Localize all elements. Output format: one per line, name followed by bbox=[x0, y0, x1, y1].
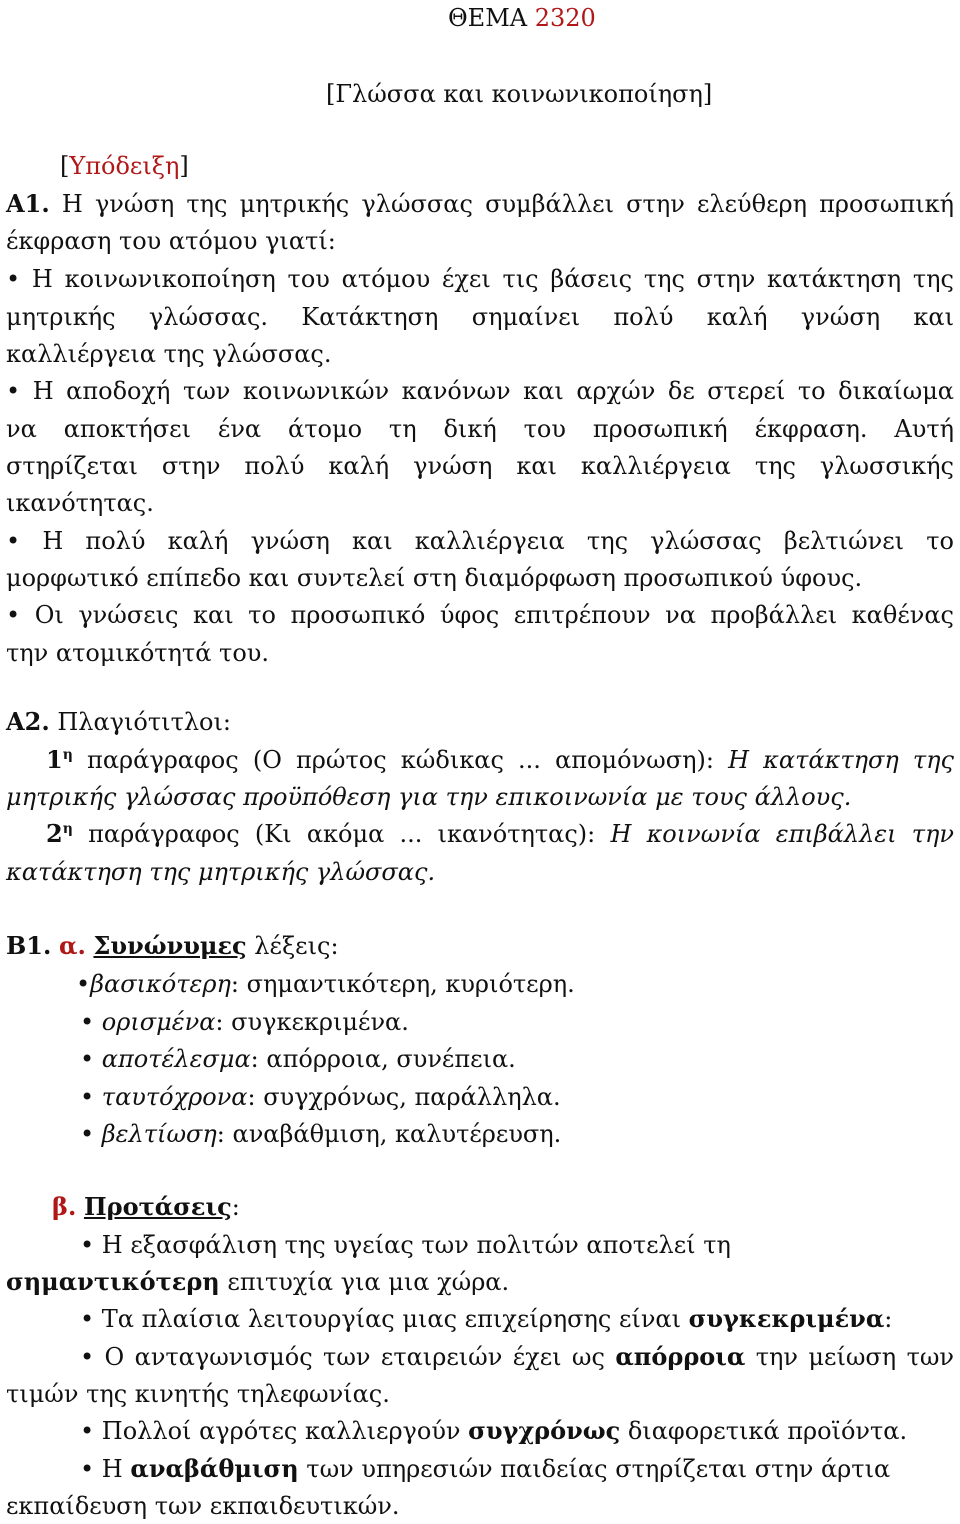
synonyms-heading: Συνώνυμες bbox=[93, 931, 247, 960]
a1-bullet1-line2: μητρικής γλώσσας. Κατάκτηση σημαίνει πολύ καλή γνώση και bbox=[6, 303, 954, 331]
sentence-2: • Τα πλαίσια λειτουργίας μιας επιχείρησης είναι συγκεκριμένα: bbox=[80, 1304, 893, 1333]
theme-word: ΘΕΜΑ bbox=[448, 4, 528, 32]
hint-label[interactable]: Υπόδειξη bbox=[69, 152, 180, 180]
a2-paragraph1-line2: μητρικής γλώσσας προϋπόθεση για την επικοινωνία με τους άλλους. bbox=[6, 783, 852, 811]
synonym-item: • αποτέλεσμα: απόρροια, συνέπεια. bbox=[80, 1045, 516, 1073]
a1-bullet3-line2: μορφωτικό επίπεδο και συντελεί στη διαμόρφωση προσωπικού ύφους. bbox=[6, 564, 863, 592]
a1-bullet2-line4: ικανότητας. bbox=[6, 489, 154, 517]
hint-link[interactable]: [Υπόδειξη] bbox=[60, 152, 189, 180]
page-title bbox=[448, 3, 596, 33]
a1-bullet2-line3: στηρίζεται στην πολύ καλή γνώση και καλλιέργεια της γλωσσικής bbox=[6, 452, 954, 480]
a2-paragraph2-line2: κατάκτηση της μητρικής γλώσσας. bbox=[6, 858, 436, 886]
sentence-5-line1: • Η αναβάθμιση των υπηρεσιών παιδείας στηρίζεται στην άρτια bbox=[80, 1454, 891, 1483]
a1-bullet4-line1: • Οι γνώσεις και το προσωπικό ύφος επιτρέπουν να προβάλλει καθένας bbox=[6, 601, 954, 629]
b1-heading: Β1. α. Συνώνυμες λέξεις: bbox=[6, 931, 339, 960]
sentences-heading: β. Προτάσεις: bbox=[52, 1192, 240, 1221]
a1-label: Α1. bbox=[6, 189, 50, 218]
theme-number: 2320 bbox=[534, 4, 596, 32]
a1-bullet1-line1: • Η κοινωνικοποίηση του ατόμου έχει τις βάσεις της στην κατάκτηση της bbox=[6, 265, 954, 293]
sentences-label: Προτάσεις bbox=[83, 1192, 232, 1221]
sentence-1-line1: • Η εξασφάλιση της υγείας των πολιτών αποτελεί τη bbox=[80, 1231, 731, 1259]
a1-bullet1-line3: καλλιέργεια της γλώσσας. bbox=[6, 340, 332, 368]
sentence-1-line2: σημαντικότερη επιτυχία για μια χώρα. bbox=[6, 1267, 510, 1296]
a1-bullet4-line2: την ατομικότητά του. bbox=[6, 639, 269, 667]
a2-heading: Α2. Πλαγιότιτλοι: bbox=[6, 707, 231, 736]
a1-intro-line1: Α1. Η γνώση της μητρικής γλώσσας συμβάλλει στην ελεύθερη προσωπική bbox=[6, 189, 954, 218]
a1-bullet2-line1: • Η αποδοχή των κοινωνικών κανόνων και αρχών δε στερεί το δικαίωμα bbox=[6, 377, 954, 405]
a2-paragraph2-line1: $2^\eta$ παράγραφος (Κι ακόμα ... ικανότητας): Η κοινωνία επιβάλλει την bbox=[46, 819, 955, 848]
a1-intro-line2: έκφραση του ατόμου γιατί: bbox=[6, 227, 336, 255]
synonym-item: • ορισμένα: συγκεκριμένα. bbox=[80, 1008, 409, 1036]
topic-heading: [Γλώσσα και κοινωνικοποίηση] bbox=[326, 80, 713, 108]
synonym-item: • ταυτόχρονα: συγχρόνως, παράλληλα. bbox=[80, 1083, 561, 1111]
a2-paragraph1-line1: $1^\eta$ παράγραφος (Ο πρώτος κώδικας ... απομόνωση): Η κατάκτηση της bbox=[46, 745, 954, 774]
a1-bullet2-line2: να αποκτήσει ένα άτομο τη δική του προσωπική έκφραση. Αυτή bbox=[6, 415, 954, 443]
b1-label: Β1. bbox=[6, 931, 52, 960]
sentence-3-line2: τιμών της κινητής τηλεφωνίας. bbox=[6, 1380, 390, 1408]
synonym-item: • βελτίωση: αναβάθμιση, καλυτέρευση. bbox=[80, 1120, 562, 1148]
sentence-3-line1: • Ο ανταγωνισμός των εταιρειών έχει ως απόρροια την μείωση των bbox=[80, 1342, 955, 1371]
sentence-5-line2: εκπαίδευση των εκπαιδευτικών. bbox=[6, 1492, 400, 1520]
a1-bullet3-line1: • Η πολύ καλή γνώση και καλλιέργεια της γλώσσας βελτιώνει το bbox=[6, 527, 954, 555]
synonym-item: •βασικότερη: σημαντικότερη, κυριότερη. bbox=[76, 970, 575, 998]
sentence-4: • Πολλοί αγρότες καλλιεργούν συγχρόνως διαφορετικά προϊόντα. bbox=[80, 1416, 908, 1445]
a2-label: Α2. bbox=[6, 707, 50, 736]
